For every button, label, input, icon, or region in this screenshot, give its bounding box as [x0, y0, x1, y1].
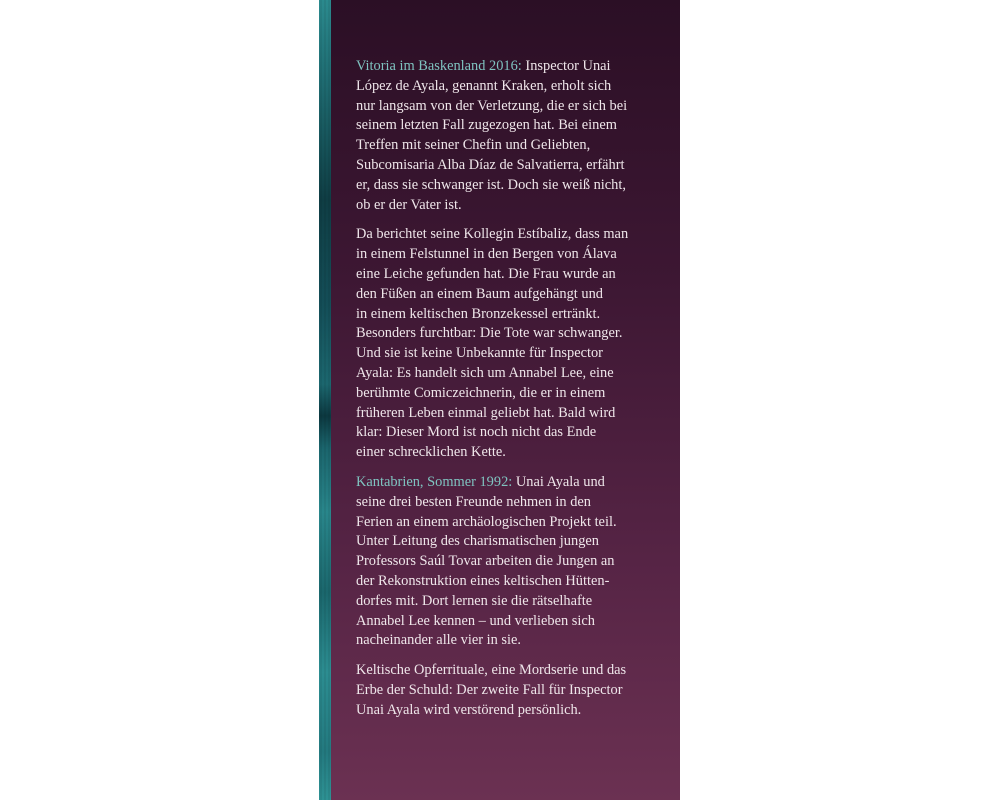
blurb-line: ob er der Vater ist.	[356, 196, 462, 213]
blurb-paragraph-4	[356, 661, 651, 720]
blurb-line: dorfes mit. Dort lernen sie die rätselhafte	[356, 592, 593, 609]
blurb-text	[356, 57, 651, 731]
blurb-line: López de Ayala, genannt Kraken, erholt sich	[356, 77, 612, 94]
blurb-line: Unai Ayala wird verstörend persönlich.	[356, 701, 582, 718]
blurb-line: in einem Felstunnel in den Bergen von Álava	[356, 246, 617, 263]
blurb-line: Subcomisaria Alba Díaz de Salvatierra, erfährt	[356, 156, 625, 173]
blurb-line: klar: Dieser Mord ist noch nicht das Ende	[356, 424, 597, 441]
blurb-line: Unter Leitung des charismatischen jungen	[356, 533, 599, 550]
blurb-line: in einem keltischen Bronzekessel ertränkt.	[356, 305, 601, 322]
blurb-line: Annabel Lee kennen – und verlieben sich	[356, 612, 595, 629]
blurb-line: Kantabrien, Sommer 1992: Unai Ayala und	[356, 473, 605, 490]
blurb-paragraph-3	[356, 473, 651, 651]
blurb-line: berühmte Comiczeichnerin, die er in einem	[356, 384, 606, 401]
blurb-line: Professors Saúl Tovar arbeiten die Jungen an	[356, 553, 615, 570]
blurb-line: einer schrecklichen Kette.	[356, 444, 506, 461]
blurb-line: seine drei besten Freunde nehmen in den	[356, 493, 591, 510]
blurb-line: nacheinander alle vier in sie.	[356, 632, 522, 649]
blurb-line: Ferien an einem archäologischen Projekt teil.	[356, 513, 617, 530]
blurb-line: Erbe der Schuld: Der zweite Fall für Inspector	[356, 681, 623, 698]
cover-photo-strip	[319, 0, 331, 800]
blurb-paragraph-1	[356, 57, 651, 215]
paragraph-lead: Kantabrien, Sommer 1992:	[356, 473, 513, 490]
blurb-line: Und sie ist keine Unbekannte für Inspector	[356, 345, 603, 362]
blurb-line: Da berichtet seine Kollegin Estíbaliz, dass man	[356, 226, 629, 243]
blurb-line: er, dass sie schwanger ist. Doch sie weiß nicht,	[356, 176, 626, 193]
blurb-line: der Rekonstruktion eines keltischen Hütten-	[356, 572, 610, 589]
blurb-line: früheren Leben einmal geliebt hat. Bald wird	[356, 404, 616, 421]
blurb-line: Treffen mit seiner Chefin und Geliebten,	[356, 137, 591, 154]
blurb-line: Vitoria im Baskenland 2016: Inspector Unai	[356, 58, 611, 74]
blurb-line: eine Leiche gefunden hat. Die Frau wurde an	[356, 265, 616, 282]
book-flap-panel	[319, 0, 680, 800]
paragraph-lead: Vitoria im Baskenland 2016:	[356, 58, 522, 74]
blurb-line: Keltische Opferrituale, eine Mordserie und das	[356, 662, 627, 679]
blurb-line: Besonders furchtbar: Die Tote war schwanger.	[356, 325, 623, 342]
blurb-line: seinem letzten Fall zugezogen hat. Bei einem	[356, 117, 617, 134]
blurb-line: den Füßen an einem Baum aufgehängt und	[356, 285, 603, 302]
blurb-paragraph-2	[356, 225, 651, 463]
blurb-line: Ayala: Es handelt sich um Annabel Lee, eine	[356, 364, 614, 381]
blurb-line: nur langsam von der Verletzung, die er sich bei	[356, 97, 628, 114]
